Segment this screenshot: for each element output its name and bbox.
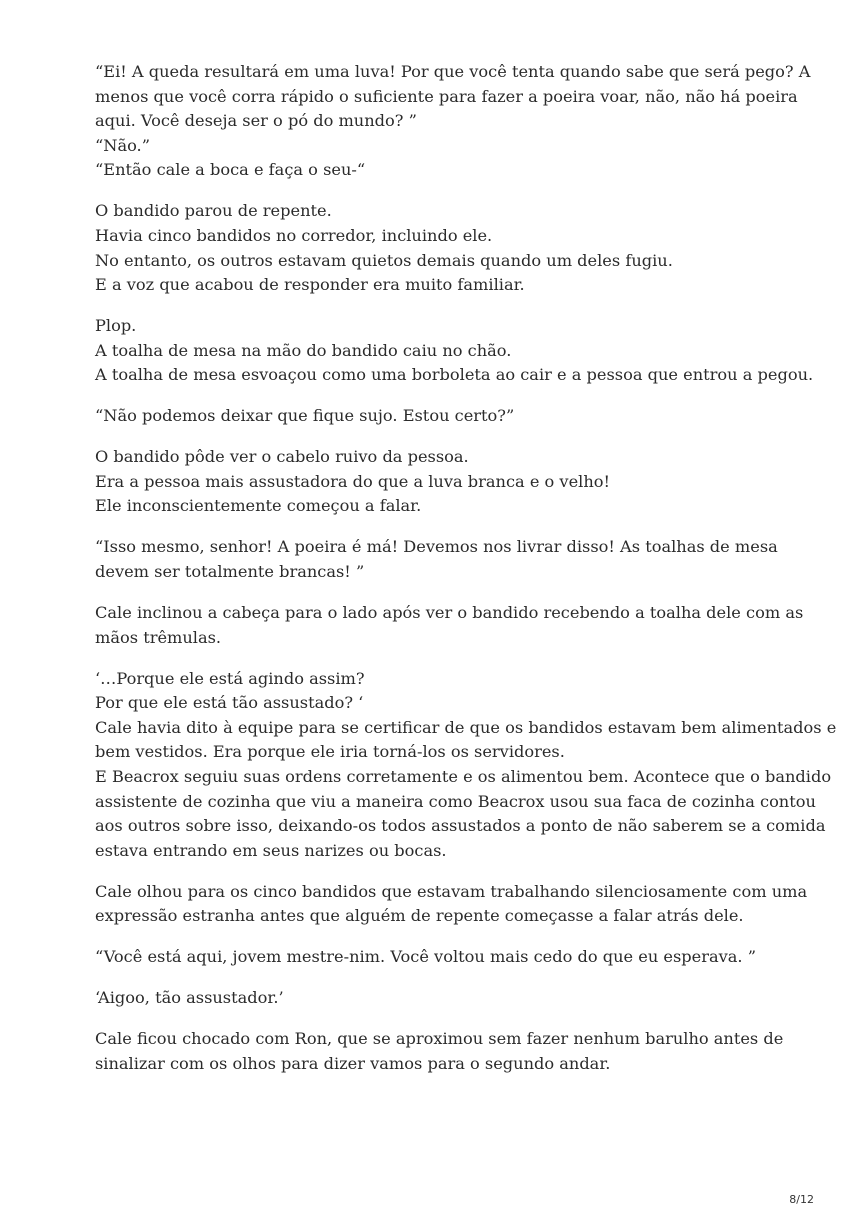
text-line: menos que você corra rápido o suficiente para fazer a poeira voar, não, não há poeira [95,86,798,106]
text-line: estava entrando em seus narizes ou bocas. [95,840,447,860]
paragraph [95,945,795,970]
text-line: Cale olhou para os cinco bandidos que estavam trabalhando silenciosamente com uma [95,881,808,901]
paragraph [95,535,795,584]
text-line: O bandido pôde ver o cabelo ruivo da pessoa. [95,447,469,467]
paragraph [95,404,795,429]
text-line: “Ei! A queda resultará em uma luva! Por que você tenta quando sabe que será pego? A [95,62,811,81]
text-line: ‘Aigoo, tão assustador.’ [95,988,284,1008]
text-line: “Não.” [95,135,150,155]
text-line: “Isso mesmo, senhor! A poeira é má! Devemos nos livrar disso! As toalhas de mesa [95,537,778,557]
text-line: devem ser totalmente brancas! ” [95,562,365,582]
paragraph [95,986,795,1011]
text-line: “Você está aqui, jovem mestre-nim. Você voltou mais cedo do que eu esperava. ” [95,947,756,967]
text-line: E a voz que acabou de responder era muito familiar. [95,275,525,295]
paragraph [95,60,811,183]
text-line: Cale havia dito à equipe para se certificar de que os bandidos estavam bem alimentados e [95,717,837,737]
text-line: assistente de cozinha que viu a maneira como Beacrox usou sua faca de cozinha contou [95,791,816,811]
text-line: A toalha de mesa esvoaçou como uma borboleta ao cair e a pessoa que entrou a pegou. [95,365,814,385]
paragraph [95,314,814,388]
text-line: Ele inconscientemente começou a falar. [95,496,422,516]
paragraph [95,667,837,864]
text-line: O bandido parou de repente. [95,201,332,221]
paragraph [95,199,795,297]
text-line: mãos trêmulas. [95,627,222,647]
text-line: “Não podemos deixar que fique sujo. Estou certo?” [95,406,515,426]
page-number: 8/12 [789,1193,814,1206]
text-line: aqui. Você deseja ser o pó do mundo? ” [95,111,417,131]
text-line: Havia cinco bandidos no corredor, incluindo ele. [95,225,493,245]
text-line: Cale inclinou a cabeça para o lado após ver o bandido recebendo a toalha dele com as [95,603,804,623]
text-line: expressão estranha antes que alguém de repente começasse a falar atrás dele. [95,906,744,926]
text-line: bem vestidos. Era porque ele iria torná-los os servidores. [95,742,565,762]
text-line: Cale ficou chocado com Ron, que se aproximou sem fazer nenhum barulho antes de [95,1029,784,1049]
paragraph [95,880,808,929]
paragraph [95,1027,795,1076]
text-line: ‘…Porque ele está agindo assim? [95,668,365,688]
text-line: E Beacrox seguiu suas ordens corretamente e os alimentou bem. Acontece que o bandido [95,766,832,786]
text-line: Era a pessoa mais assustadora do que a luva branca e o velho! [95,471,611,491]
paragraph [95,445,795,519]
text-line: aos outros sobre isso, deixando-os todos assustados a ponto de não saberem se a comida [95,816,826,836]
text-line: A toalha de mesa na mão do bandido caiu no chão. [95,340,512,360]
document-body [95,60,837,1093]
text-line: Plop. [95,316,137,336]
paragraph [95,601,804,650]
text-line: No entanto, os outros estavam quietos demais quando um deles fugiu. [95,250,673,270]
text-line: Por que ele está tão assustado? ‘ [95,693,364,713]
text-line: “Então cale a boca e faça o seu-“ [95,160,366,180]
text-line: sinalizar com os olhos para dizer vamos para o segundo andar. [95,1053,611,1073]
